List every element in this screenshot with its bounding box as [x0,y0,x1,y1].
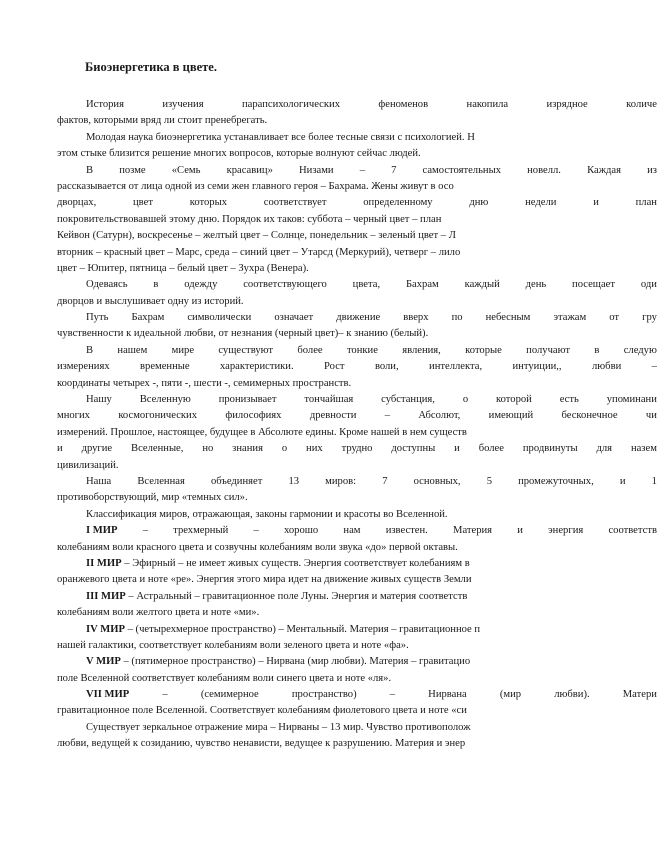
line-text: рассказывается от лица одной из семи жен главного героя – Бахрама. Жены живут в осо [57,180,454,192]
word: Абсолют, [418,410,461,422]
text-line [57,703,657,719]
word: них [306,443,323,455]
text-line [57,671,657,687]
line-text: колебаниям воли красного цвета и созвучны колебаниям воли звука «до» первой октавы. [57,541,458,553]
word: в [153,279,159,291]
line-text: – (четырехмерное пространство) – Ментальный. Материя – гравитационное п [124,623,481,635]
word: день [525,279,547,291]
text-line [57,687,657,703]
text-line [57,113,657,129]
word: промежуточных, [518,475,594,487]
word: – [389,689,396,701]
line-text: поле Вселенной соответствует колебаниям воли синего цвета и ноте «ля». [57,672,392,684]
world-heading: IV МИР [86,623,125,635]
word: 7 [382,475,388,487]
text-line [57,163,657,179]
word: трехмерный [173,525,229,537]
word: изучения [162,99,204,110]
word: (семимерное [200,689,259,701]
word: назем [630,443,657,455]
word: «Семь [171,164,201,176]
word: древности [309,410,357,422]
word: и [593,197,599,209]
word: – [253,525,259,537]
document-body [57,97,657,753]
word: 7 [391,164,397,176]
word: чи [645,410,657,422]
word: Вселенную [139,394,191,406]
word: – [384,410,391,422]
word: любви [591,361,622,373]
text-line [57,343,657,359]
word: В [86,344,94,356]
word: соответствующего [243,279,327,291]
word: вверх [403,312,429,324]
word: нам [343,525,361,537]
word: Материя [453,525,493,537]
word: – [651,361,657,373]
line-text: цивилизаций. [57,459,119,471]
word: История [86,99,124,110]
word: цвета, [352,279,381,291]
text-line [57,490,657,506]
text-line [57,294,657,310]
word: каждый [464,279,500,291]
text-line [57,179,657,195]
word: в [594,344,600,356]
word: воли, [374,361,399,373]
word: по [451,312,463,324]
word: которой [496,394,532,406]
text-line [57,425,657,441]
text-line [57,622,657,638]
word: – [359,164,365,176]
word: имеющий [488,410,534,422]
word: одежду [184,279,218,291]
word: позме [119,164,146,176]
line-text: Классификация миров, отражающая, законы гармонии и красоты во Вселенной. [86,508,448,520]
text-line [57,720,657,736]
word: дню [469,197,489,209]
word: Бахрам [405,279,439,291]
word: определенному [363,197,433,209]
word: гру [642,312,657,324]
word: о [281,443,288,455]
word: цвет [133,197,153,209]
word: упоминани [606,394,657,406]
word: многих [57,410,90,422]
text-line [57,245,657,261]
text-line [57,277,657,293]
word: символически [187,312,252,324]
word: и [454,443,460,455]
word: Рост [324,361,345,373]
word: измерениях [57,361,110,373]
text-line [57,359,657,375]
word: Матери [622,689,657,701]
word: парапсихологических [241,99,340,110]
line-text: Молодая наука биоэнергетика устанавливает все более тесные связи с психологией. Н [86,131,475,143]
word: изрядное [546,99,588,110]
word: получают [526,344,571,356]
line-text: – Астральный – гравитационное поле Луны. Энергия и материя соответств [125,590,468,602]
word: 1 [651,475,657,487]
word: (мир [499,689,522,701]
word: небесным [485,312,531,324]
line-text: любви, ведущей к созиданию, чувство ненависти, ведущее к разрушению. Материя и энер [57,738,466,750]
line-text: координаты четырех -, пяти -, шести -, семимерных пространств. [57,377,352,389]
word: тонкие [346,344,378,356]
text-line [57,474,657,490]
text-line [57,376,657,392]
word: энергия [548,525,584,537]
line-text: дворцов и выслушивает одну из историй. [57,295,244,307]
text-line [57,261,657,277]
word: нашем [117,344,148,356]
word: философиях [225,410,282,422]
line-text: цвет – Юпитер, пятница – белый цвет – Зухра (Венера). [57,262,309,274]
text-line [57,146,657,162]
word: космогонических [118,410,198,422]
word: любви). [554,689,590,701]
text-line [57,638,657,654]
word: новелл. [527,164,561,176]
line-text: фактов, которыми вряд ли стоит пренебрегать. [57,115,268,127]
text-line [57,507,657,523]
text-line [57,408,657,424]
word: соответствует [263,197,327,209]
world-heading: II МИР [86,557,122,569]
line-text: чувственности к идеальной любви, от незнания (черный цвет)– к знанию (белый). [57,328,429,340]
word: посещает [572,279,616,291]
line-text: – (пятимерное пространство) – Нирвана (мир любви). Материя – гравитацио [120,656,471,668]
word: бесконечное [561,410,618,422]
word: есть [559,394,579,406]
word: следую [623,344,657,356]
word: хорошо [283,525,319,537]
line-text: Кейвон (Сатурн), воскресенье – желтый цвет – Солнце, понедельник – зеленый цвет – Л [57,230,456,242]
word: Вселенная [137,475,185,487]
text-line [57,736,657,752]
text-line [57,441,657,457]
word: пронизывает [218,394,277,406]
document-title: Биоэнергетика в цвете. [85,60,217,74]
word: знания [232,443,263,455]
word: о [462,394,469,406]
line-text: этом стыке близится решение многих вопросов, которые волнуют сейчас людей. [57,148,421,160]
word: количе [626,99,657,110]
word: Одеваясь [86,279,128,291]
word: объединяет [210,475,263,487]
text-line [57,654,657,670]
text-line [57,458,657,474]
text-line [57,523,657,539]
word: план [635,197,657,209]
word: недели [525,197,557,209]
word: но [202,443,214,455]
word: Низами [299,164,334,176]
word: основных, [413,475,461,487]
word: феноменов [378,99,429,110]
text-line [57,392,657,408]
world-heading: III МИР [86,590,126,602]
text-line [57,228,657,244]
word: и [57,443,63,455]
word: другие [81,443,113,455]
line-text: измерений. Прошлое, настоящее, будущее в Абсолюте едины. Кроме нашей в нем существ [57,426,467,438]
word: тончайшая [304,394,354,406]
word: 13 [288,475,300,487]
line-text: нашей галактики, соответствует колебаниям воли зеленого цвета и ноте «фа». [57,639,409,651]
word: Путь [86,312,109,324]
world-heading: I МИР [86,525,118,537]
word: и [517,525,523,537]
word: красавиц» [226,164,273,176]
word: движение [336,312,381,324]
word: более [478,443,504,455]
word: пространство) [291,689,357,701]
word: субстанция, [381,394,435,406]
word: Наша [86,475,112,487]
word: из [647,164,657,176]
text-line [57,326,657,342]
world-heading: V МИР [86,656,121,668]
word: – [162,689,168,701]
word: этажам [553,312,587,324]
word: накопила [466,99,509,110]
text-line [57,572,657,588]
word: более [297,344,323,356]
word: оди [640,279,657,291]
text-line [57,310,657,326]
word: характеристики. [219,361,294,373]
word: интеллекта, [429,361,483,373]
world-heading: VII МИР [86,689,130,701]
word: Нирвана [428,689,467,701]
word: дворцах, [57,197,97,209]
text-line [57,540,657,556]
line-text: гравитационное поле Вселенной. Соответствует колебаниям фиолетового цвета и ноте «си [57,705,467,717]
word: В [86,164,94,176]
line-text: противоборствующий, мир «темных сил». [57,492,248,504]
word: Нашу [86,394,112,406]
word: – [142,525,148,537]
word: известен. [385,525,428,537]
line-text: покровительствовавшей этому дню. Порядок их таков: суббота – черный цвет – план [57,213,442,225]
line-text: Существует зеркальное отражение мира – Нирваны – 13 мир. Чувство противополож [86,721,471,733]
word: которые [465,344,502,356]
word: мире [171,344,195,356]
text-line [57,556,657,572]
text-line [57,97,657,113]
word: и [619,475,626,487]
word: 5 [486,475,492,487]
word: трудно [341,443,373,455]
word: для [596,443,613,455]
line-text: – Эфирный – не имеет живых существ. Энергия соответствует колебаниям в [121,557,470,569]
word: Бахрам [131,312,165,324]
line-text: оранжевого цвета и ноте «ре». Энергия этого мира идет на движение живых существ Земли [57,574,472,586]
word: означает [274,312,314,324]
word: миров: [325,475,357,487]
word: Вселенные, [131,443,184,455]
word: которых [189,197,228,209]
word: доступны [391,443,436,455]
word: Каждая [587,164,621,176]
word: интуиции,, [512,361,562,373]
line-text: вторник – красный цвет – Марс, среда – синий цвет – Утарсд (Меркурий), четверг – лило [57,246,461,258]
word: от [609,312,620,324]
text-line [57,605,657,621]
text-line [57,130,657,146]
line-text: колебаниям воли желтого цвета и ноте «ми». [57,607,260,619]
word: соответств [608,525,657,537]
word: временные [140,361,190,373]
word: продвинуты [522,443,578,455]
text-line [57,195,657,211]
text-line [57,212,657,228]
word: явления, [402,344,441,356]
word: самостоятельных [422,164,502,176]
word: существуют [218,344,274,356]
text-line [57,589,657,605]
